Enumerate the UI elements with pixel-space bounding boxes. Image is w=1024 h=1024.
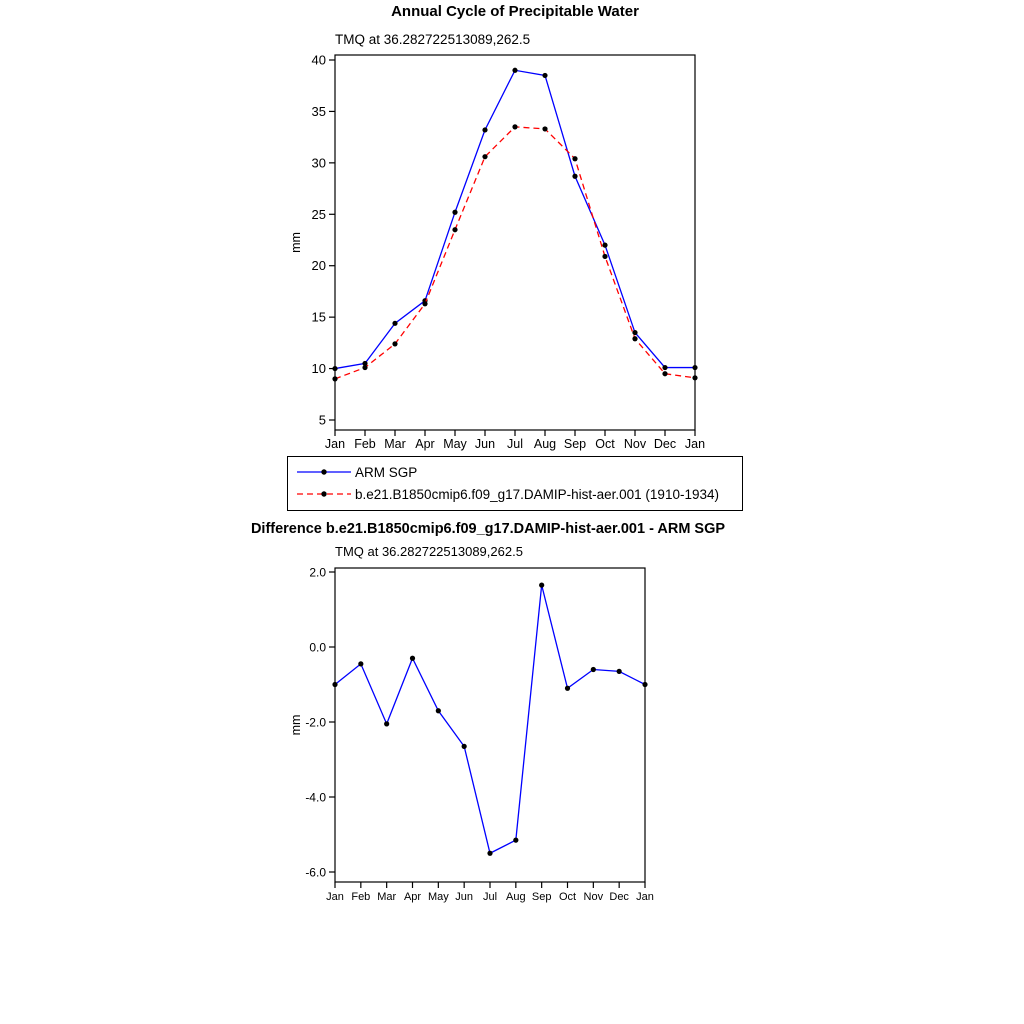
y-tick-label: -4.0 (305, 790, 326, 805)
annual-cycle-chart (260, 30, 740, 455)
x-tick-label: Jan (326, 891, 344, 903)
x-tick-label: Jun (474, 437, 496, 451)
y-tick-label: 0.0 (309, 640, 326, 655)
data-point-marker (422, 301, 427, 306)
y-tick-label: 2.0 (309, 565, 326, 580)
x-tick-label: Dec (609, 891, 629, 903)
data-point-marker (572, 174, 577, 179)
y-tick-label: 30 (311, 155, 326, 171)
data-point-marker (452, 210, 457, 215)
y-axis-label: mm (289, 232, 303, 253)
data-point-marker (602, 254, 607, 259)
y-tick-label: 15 (311, 309, 326, 325)
y-tick-label: 20 (311, 258, 326, 274)
x-tick-label: Mar (384, 437, 406, 451)
y-tick-label: 5 (318, 412, 326, 428)
x-tick-label: Sep (563, 437, 587, 451)
y-tick-label: 10 (311, 361, 326, 377)
x-tick-label: Feb (354, 437, 376, 451)
data-point-marker (384, 721, 389, 726)
x-tick-label: Dec (653, 437, 677, 451)
data-point-marker (542, 73, 547, 78)
data-point-marker (512, 124, 517, 129)
data-point-marker (632, 330, 637, 335)
x-tick-label: Nov (623, 437, 647, 451)
data-point-marker (632, 336, 637, 341)
legend-row-arm-sgp (288, 461, 742, 483)
x-tick-label: Jun (455, 891, 474, 903)
data-point-marker (482, 127, 487, 132)
data-point-marker (410, 656, 415, 661)
data-point-marker (332, 682, 337, 687)
data-point-marker (392, 321, 397, 326)
x-tick-label: Mar (377, 891, 397, 903)
data-point-marker (692, 375, 697, 380)
data-point-marker (539, 583, 544, 588)
y-tick-label: 35 (311, 103, 326, 119)
data-point-marker (542, 126, 547, 131)
data-point-marker (662, 371, 667, 376)
x-tick-label: May (443, 437, 467, 451)
x-tick-label: Jan (324, 437, 346, 451)
data-point-marker (565, 686, 570, 691)
data-point-marker (602, 243, 607, 248)
legend-box (287, 456, 743, 511)
data-point-marker (332, 376, 337, 381)
x-tick-label: Sep (531, 891, 552, 903)
difference-title: Difference b.e21.B1850cmip6.f09_g17.DAMIP-hist-aer.001 - ARM SGP (250, 521, 726, 537)
y-tick-label: -6.0 (305, 865, 326, 880)
x-tick-label: Apr (415, 437, 435, 451)
data-point-marker (392, 341, 397, 346)
legend-label-model: b.e21.B1850cmip6.f09_g17.DAMIP-hist-aer.001 (1910-1934) (355, 486, 719, 502)
series-line (335, 70, 695, 368)
x-tick-label: Nov (583, 891, 604, 903)
annual-cycle-title: Annual Cycle of Precipitable Water (391, 3, 639, 20)
data-point-marker (591, 667, 596, 672)
data-point-marker (487, 851, 492, 856)
data-point-marker (362, 365, 367, 370)
data-point-marker (662, 365, 667, 370)
x-tick-label: Oct (595, 437, 615, 451)
data-point-marker (482, 154, 487, 159)
data-point-marker (332, 366, 337, 371)
series-line (335, 127, 695, 379)
data-point-marker (358, 661, 363, 666)
data-point-marker (692, 365, 697, 370)
x-tick-label: Feb (351, 891, 371, 903)
data-point-marker (452, 227, 457, 232)
data-point-marker (462, 744, 467, 749)
x-tick-label: Aug (533, 437, 557, 451)
data-point-marker (617, 669, 622, 674)
legend-swatch-dashed-line-icon (295, 486, 353, 502)
legend-swatch-solid-line-icon (295, 464, 353, 480)
y-axis-label: mm (289, 714, 303, 736)
legend-label-arm-sgp: ARM SGP (355, 464, 418, 480)
data-point-marker (436, 708, 441, 713)
y-tick-label: -2.0 (305, 715, 326, 730)
chart-plot-area (289, 566, 654, 904)
data-point-marker (572, 156, 577, 161)
series-line (335, 585, 645, 853)
chart-plot-area (289, 53, 705, 452)
x-tick-label: Jan (684, 437, 706, 451)
difference-chart (260, 560, 740, 915)
data-point-marker (512, 68, 517, 73)
x-tick-label: Apr (403, 891, 422, 903)
difference-subtitle: TMQ at 36.282722513089,262.5 (335, 544, 523, 559)
x-tick-label: May (427, 891, 449, 903)
y-tick-label: 40 (311, 52, 326, 68)
x-tick-label: Jan (636, 891, 654, 903)
x-tick-label: Jul (507, 437, 523, 451)
x-tick-label: Oct (558, 891, 577, 903)
data-point-marker (513, 838, 518, 843)
x-tick-label: Jul (482, 891, 498, 903)
legend-row-model (288, 483, 742, 505)
x-tick-label: Aug (506, 891, 526, 903)
annual-cycle-subtitle: TMQ at 36.282722513089,262.5 (335, 32, 531, 47)
data-point-marker (642, 682, 647, 687)
y-tick-label: 25 (311, 206, 326, 222)
